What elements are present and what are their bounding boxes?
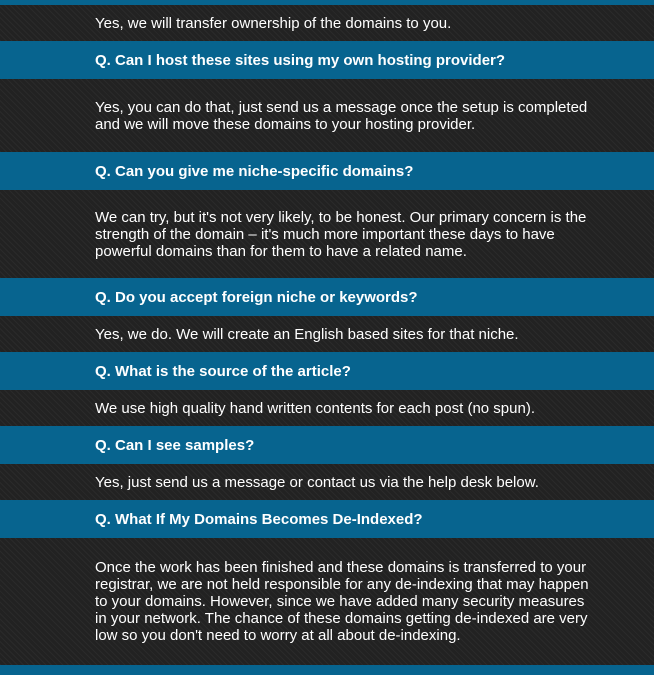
bottom-edge-band: [0, 665, 654, 675]
question-row-foreign-niche[interactable]: [0, 278, 654, 316]
answer-row-samples: [0, 464, 654, 500]
question-text: Q. Can you give me niche-specific domains?: [95, 162, 414, 180]
question-row-article-source[interactable]: [0, 352, 654, 390]
question-text: Q. Can I host these sites using my own hosting provider?: [95, 51, 506, 69]
answer-row-niche-domains: [0, 190, 654, 278]
answer-text: Yes, we do. We will create an English based sites for that niche.: [95, 325, 519, 343]
answer-row-intro: [0, 5, 654, 41]
answer-row-de-indexed: [0, 538, 654, 665]
question-text: Q. Do you accept foreign niche or keywords?: [95, 288, 418, 306]
answer-text: We can try, but it's not very likely, to be honest. Our primary concern is the strength of the domain – it's much more important these days to have powerful domains than for them to have a related name.: [95, 208, 587, 260]
answer-row-hosting: [0, 79, 654, 152]
question-row-de-indexed[interactable]: [0, 500, 654, 538]
question-text: Q. What If My Domains Becomes De-Indexed?: [95, 510, 423, 528]
question-row-niche-domains[interactable]: [0, 152, 654, 190]
question-text: Q. Can I see samples?: [95, 436, 255, 454]
answer-text: Once the work has been finished and these domains is transferred to your registrar, we are not held responsible for any de-indexing that may happen to your domains. However, since we have added many security measures in your network. The chance of these domains getting de-indexed are very low so you don't need to worry at all about de-indexing.: [95, 559, 589, 644]
answer-text: Yes, we will transfer ownership of the domains to you.: [95, 14, 452, 32]
question-row-samples[interactable]: [0, 426, 654, 464]
question-text: Q. What is the source of the article?: [95, 362, 351, 380]
answer-text: Yes, you can do that, just send us a message once the setup is completed and we will move these domains to your hosting provider.: [95, 98, 588, 133]
answer-row-article-source: [0, 390, 654, 426]
answer-text: Yes, just send us a message or contact us via the help desk below.: [95, 473, 539, 491]
answer-text: We use high quality hand written contents for each post (no spun).: [95, 399, 535, 417]
answer-row-foreign-niche: [0, 316, 654, 352]
question-row-hosting[interactable]: [0, 41, 654, 79]
